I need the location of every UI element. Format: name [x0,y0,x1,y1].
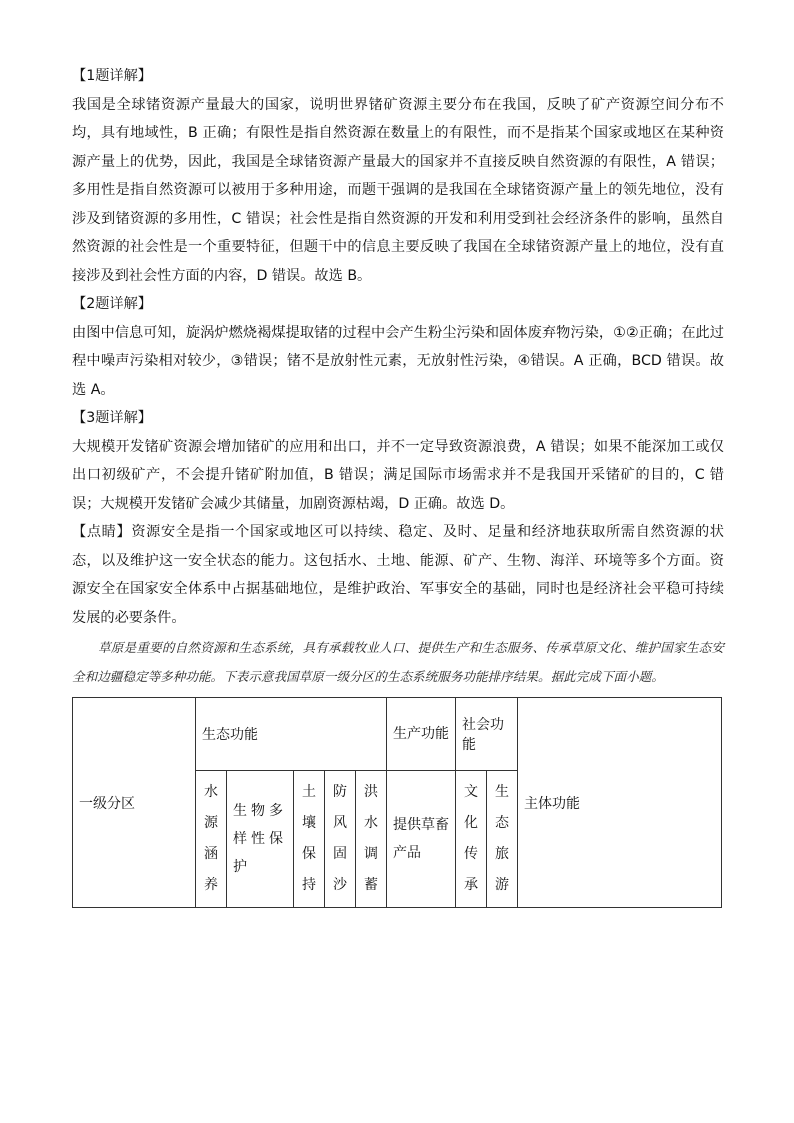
sub-tour [487,771,518,908]
main-function-header: 主体功能 [518,698,722,908]
sub-bio: 生物多样性保护 [227,771,294,908]
eco-group-header: 生态功能 [196,698,387,771]
q2-heading: 【2题详解】 [72,296,152,312]
sub-soil-label: 土 壤 保 持 [302,784,316,893]
sub-water [196,771,227,908]
tip-paragraph [72,518,724,632]
sub-tour-label: 生 态 旅 游 [495,784,509,893]
question-intro: 草原是重要的自然资源和生态系统，具有承载牧业人口、提供生产和生态服务、传承草原文化、维护国家生态安全和边疆稳定等多种功能。下表示意我国草原一级分区的生态系统服务功能排序结果。据此完成下面小题。 [72,640,724,684]
sub-flood [356,771,387,908]
document-page [72,62,724,908]
sub-grass: 提供草畜产品 [387,771,456,908]
q2-body: 由图中信息可知，旋涡炉燃烧褐煤提取锗的过程中会产生粉尘污染和固体废弃物污染，①②正确；在此过程中噪声污染相对较少，③错误；锗不是放射性元素，无放射性污染，④错误。A 正确，BCD 错误。故选 A。 [72,324,724,398]
q3-body: 大规模开发锗矿资源会增加锗矿的应用和出口，并不一定导致资源浪费，A 错误；如果不能深加工或仅出口初级矿产，不会提升锗矿附加值，B 错误；满足国际市场需求并不是我国开采锗矿的目的，C 错误；大规模开发锗矿会减少其储量，加剧资源枯竭，D 正确。故选 D。 [72,438,724,512]
sub-culture [456,771,487,908]
q1-body: 我国是全球锗资源产量最大的国家，说明世界锗矿资源主要分布在我国，反映了矿产资源空间分布不均，具有地域性，B 正确；有限性是指自然资源在数量上的有限性，而不是指某个国家或地区在某种资源产量上的优势，因此，我国是全球锗资源产量最大的国家并不直接反映自然资源的有限性，A 错误；多用性是指自然资源可以被用于多种用途，而题干强调的是我国在全球锗资源产量上的领先地位，没有涉及到锗资源的多用性，C 错误；社会性是指自然资源的开发和利用受到社会经济条件的影响，虽然自然资源的社会性是一个重要特征，但题干中的信息主要反映了我国在全球锗资源产量上的地位，没有直接涉及到社会性方面的内容，D 错误。故选 B。 [72,96,724,284]
sub-soil [294,771,325,908]
q3-heading: 【3题详解】 [72,410,152,426]
first-col-header: 一级分区 [73,698,196,908]
sub-water-label: 水 源 涵 养 [204,784,218,893]
grassland-function-table [72,697,722,908]
sub-culture-label: 文 化 传 承 [464,784,478,893]
sub-wind [325,771,356,908]
social-group-header: 社会功能 [456,698,518,771]
sub-wind-label: 防 风 固 沙 [333,784,347,893]
tip-body: 资源安全是指一个国家或地区可以持续、稳定、及时、足量和经济地获取所需自然资源的状态，以及维护这一安全状态的能力。这包括水、土地、能源、矿产、生物、海洋、环境等多个方面。资源安全在国家安全体系中占据基础地位，是维护政治、军事安全的基础，同时也是经济社会平稳可持续发展的必要条件。 [72,524,724,626]
prod-group-header: 生产功能 [387,698,456,771]
table-header-row [73,698,722,771]
q1-heading: 【1题详解】 [72,68,152,84]
tip-label: 【点睛】 [72,524,132,540]
sub-flood-label: 洪 水 调 蓄 [364,784,378,893]
